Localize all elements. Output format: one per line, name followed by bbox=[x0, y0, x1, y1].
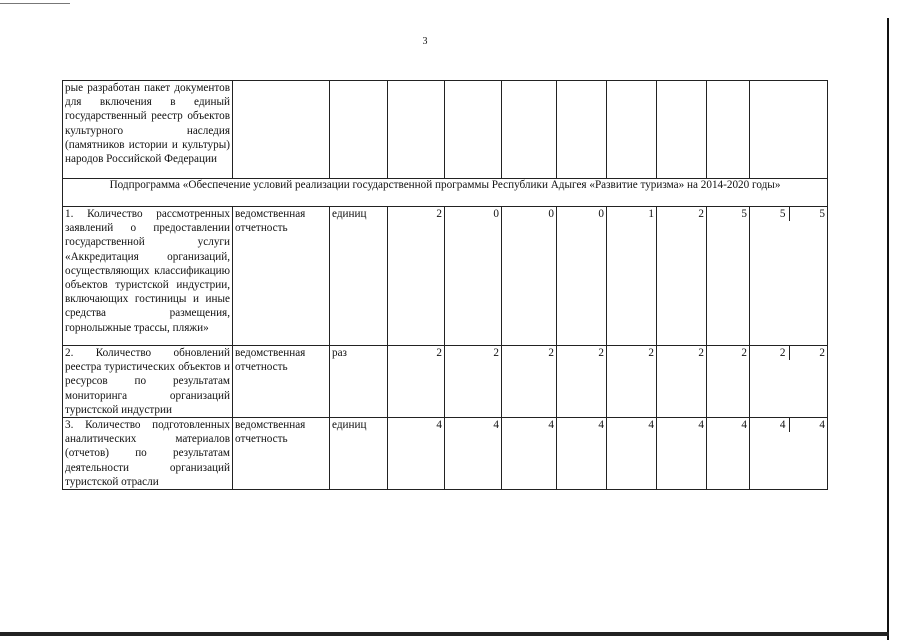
empty-cell bbox=[233, 81, 330, 179]
unit-cell: единиц bbox=[330, 418, 388, 490]
source-cell: ведомственная отчетность bbox=[233, 346, 330, 418]
table-row bbox=[63, 418, 828, 490]
value-cell: 0 bbox=[502, 207, 557, 346]
value-cell bbox=[750, 418, 828, 490]
subprogram-row bbox=[63, 179, 828, 207]
subprogram-title: Подпрограмма «Обеспечение условий реализации государственной программы Республики Адыгея «Развитие туризма» на 2014-2020 годы» bbox=[63, 179, 828, 207]
indicator-cell: 2. Количество обновлений реестра туристических объектов и ресурсов по результатам мониторинга организаций туристской индустрии bbox=[63, 346, 233, 418]
empty-cell bbox=[657, 81, 707, 179]
empty-cell bbox=[388, 81, 445, 179]
source-cell: ведомственная отчетность bbox=[233, 207, 330, 346]
value-cell: 2 bbox=[607, 346, 657, 418]
value-cell: 2 bbox=[388, 346, 445, 418]
empty-cell bbox=[607, 81, 657, 179]
value-cell: 4 bbox=[502, 418, 557, 490]
value-cell: 2 bbox=[388, 207, 445, 346]
value-cell: 2 bbox=[657, 207, 707, 346]
indicator-cell: 3. Количество подготовленных аналитических материалов (отчетов) по результатам деятельности организаций туристской отрасли bbox=[63, 418, 233, 490]
indicator-cell: рые разработан пакет документов для включения в единый государственный реестр объектов культурного наследия (памятников истории и культуры) народов Российской Федерации bbox=[63, 81, 233, 179]
unit-cell: раз bbox=[330, 346, 388, 418]
indicator-cell: 1. Количество рассмотренных заявлений о предоставлении государственной услуги «Аккредитация организаций, осуществляющих классификацию объектов туристской индустрии, включающих гостиницы и иные средства размещения, горнолыжные трассы, пляжи» bbox=[63, 207, 233, 346]
scan-bottom-band bbox=[0, 632, 889, 636]
table-row bbox=[63, 207, 828, 346]
empty-cell bbox=[557, 81, 607, 179]
value-cell: 2 bbox=[819, 347, 825, 359]
value-cell: 2 bbox=[445, 346, 502, 418]
value-cell bbox=[750, 207, 828, 346]
value-cell: 4 bbox=[707, 418, 750, 490]
value-cell bbox=[750, 346, 828, 418]
scan-corner-mark bbox=[0, 3, 70, 4]
empty-cell bbox=[750, 81, 828, 179]
value-cell: 5 bbox=[750, 207, 790, 221]
value-cell: 4 bbox=[557, 418, 607, 490]
value-cell: 0 bbox=[445, 207, 502, 346]
value-cell: 4 bbox=[750, 418, 790, 432]
value-cell: 4 bbox=[607, 418, 657, 490]
value-cell: 4 bbox=[445, 418, 502, 490]
value-cell: 4 bbox=[819, 419, 825, 432]
empty-cell bbox=[445, 81, 502, 179]
value-cell: 4 bbox=[657, 418, 707, 490]
value-cell: 4 bbox=[388, 418, 445, 490]
value-cell: 2 bbox=[502, 346, 557, 418]
value-cell: 2 bbox=[557, 346, 607, 418]
empty-cell bbox=[707, 81, 750, 179]
value-cell: 5 bbox=[707, 207, 750, 346]
value-cell: 2 bbox=[657, 346, 707, 418]
source-cell: ведомственная отчетность bbox=[233, 418, 330, 490]
empty-cell bbox=[502, 81, 557, 179]
empty-cell bbox=[330, 81, 388, 179]
table-row bbox=[63, 81, 828, 179]
table-row bbox=[63, 346, 828, 418]
scan-right-edge bbox=[887, 18, 889, 640]
value-cell: 0 bbox=[557, 207, 607, 346]
value-cell: 5 bbox=[819, 208, 825, 220]
indicators-table bbox=[62, 80, 828, 490]
unit-cell: единиц bbox=[330, 207, 388, 346]
value-cell: 1 bbox=[607, 207, 657, 346]
value-cell: 2 bbox=[707, 346, 750, 418]
page-number: 3 bbox=[422, 36, 428, 47]
value-cell: 2 bbox=[750, 346, 790, 360]
